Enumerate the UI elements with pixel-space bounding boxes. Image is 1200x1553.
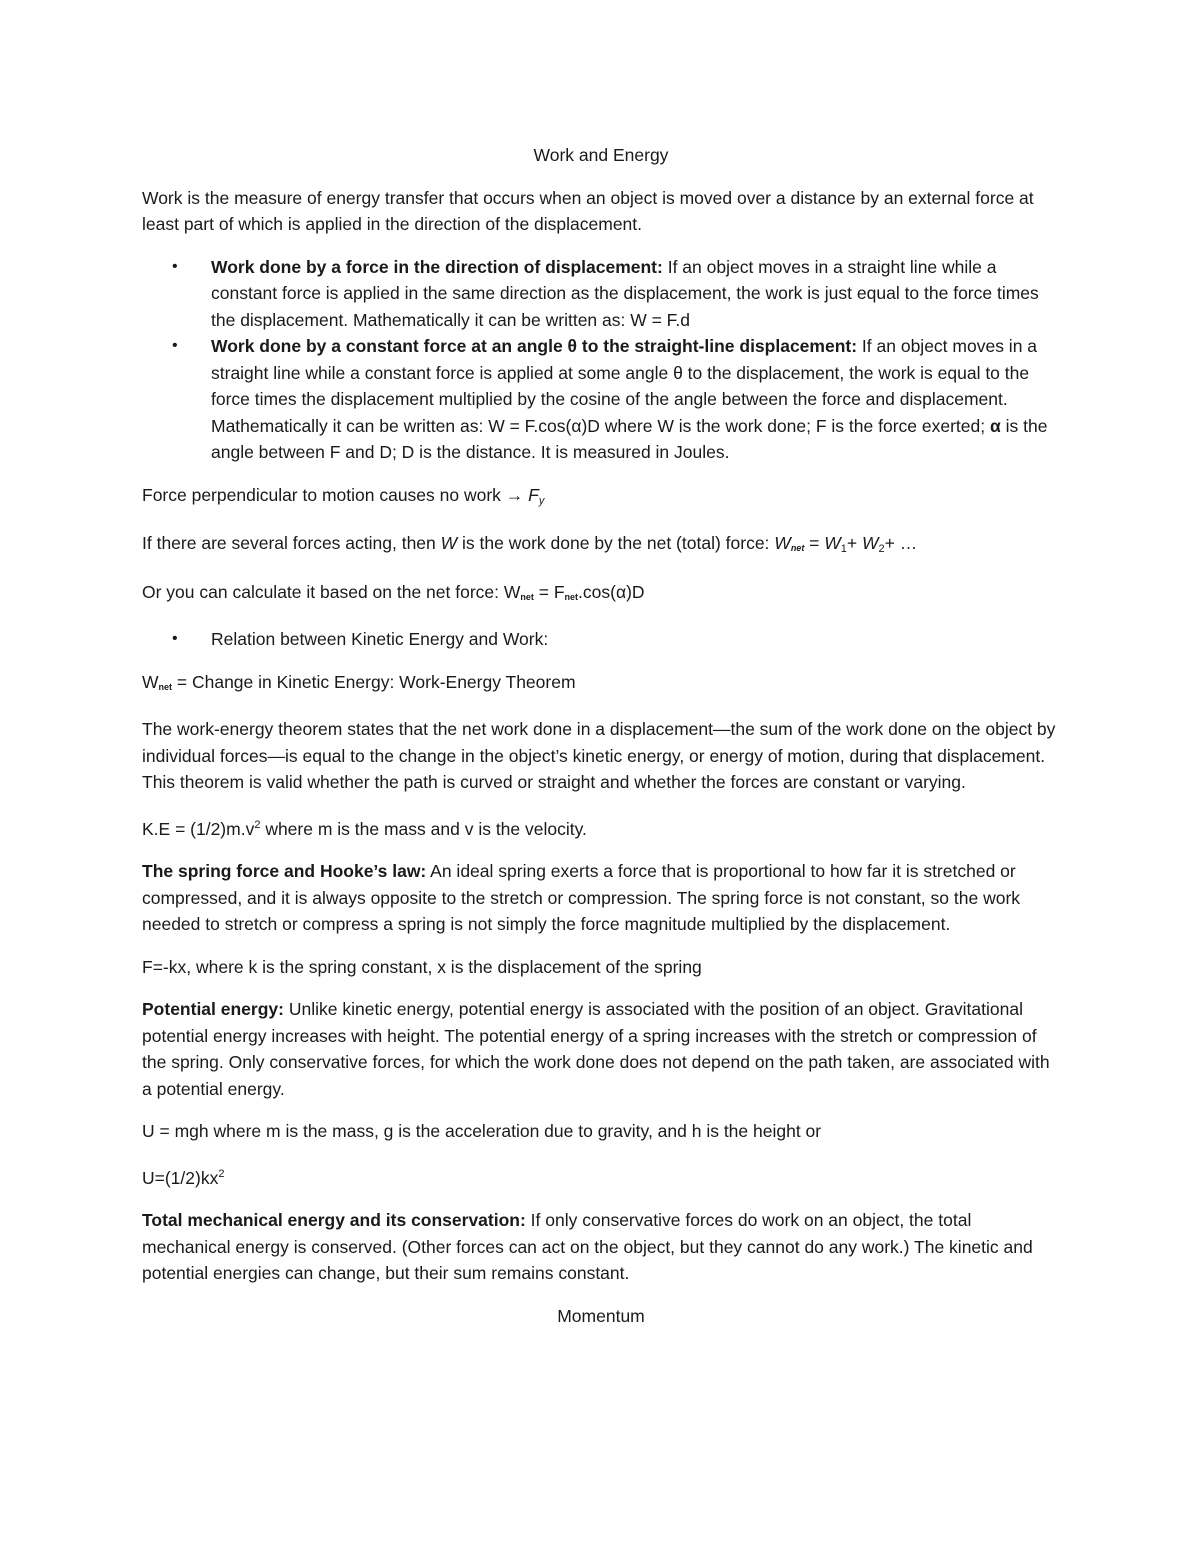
bullet-text: If an object moves in a straight line while a constant force is applied in the same direction as the displacement, the work is just equal to the force times the displacement. Mathematically it can be written as: W = F.d xyxy=(211,256,1039,330)
work-symbol: W xyxy=(440,533,458,553)
potential-text: Unlike kinetic energy, potential energy is associated with the position of an object. Gravitational potential energy increases with height. The potential energy of a spring increases with the stretch or compression of the spring. Only conservative forces, for which the work done does not depend on the path taken, are associated with a potential energy. xyxy=(142,999,1050,1099)
bullet-icon: • xyxy=(172,257,178,275)
superscript-2: 2 xyxy=(218,1167,225,1180)
page-title: Work and Energy xyxy=(533,145,669,165)
kinetic-energy-line xyxy=(142,812,1060,843)
alpha-symbol: α xyxy=(989,415,1001,436)
subscript-2: 2 xyxy=(878,543,885,555)
mechanical-paragraph xyxy=(142,1207,1060,1287)
several-forces-line xyxy=(142,530,1060,563)
perpendicular-text: Force perpendicular to motion causes no work xyxy=(142,484,506,505)
several-forces-text: is the work done by the net (total) force: xyxy=(457,533,775,553)
mechanical-text: If only conservative forces do work on an object, the total mechanical energy is conserved. (Other forces can act on the object, but they cannot do any work.) The kinetic and potential energies can change, but their sum remains constant. xyxy=(142,1210,1033,1283)
mechanical-heading: Total mechanical energy and its conservation: xyxy=(142,1210,526,1230)
equals-sign: = xyxy=(804,533,825,553)
list-item-relation xyxy=(142,626,1060,653)
work-bullet-list xyxy=(142,254,1060,466)
work-1-symbol: W xyxy=(824,533,841,553)
section-title-momentum: Momentum xyxy=(557,1305,645,1326)
net-force-line xyxy=(142,579,1060,611)
plus-sign: + xyxy=(846,533,863,553)
net-subscript: net xyxy=(564,591,579,602)
theorem-line xyxy=(142,669,1060,701)
several-forces-text: If there are several forces acting, then xyxy=(142,533,441,553)
net-force-text: Or you can calculate it based on the net force: W xyxy=(142,581,521,602)
list-item-work-direction xyxy=(142,254,1060,334)
arrow-right-icon: → xyxy=(505,484,524,505)
hooke-line: F=-kx, where k is the spring constant, x is the displacement of the spring xyxy=(142,956,702,977)
work-net-symbol: W xyxy=(774,533,791,553)
net-force-text: = F xyxy=(533,581,565,602)
force-symbol: F xyxy=(528,484,539,505)
theorem-text: = Change in Kinetic Energy: Work-Energy Theorem xyxy=(172,671,576,692)
spring-text: An ideal spring exerts a force that is proportional to how far it is stretched or compressed, and it is always opposite to the stretch or compression. The spring force is not constant, so the work needed to stretch or compress a spring is not simply the force magnitude multiplied by the displacement. xyxy=(142,861,1021,934)
gravitational-pe-line: U = mgh where m is the mass, g is the acceleration due to gravity, and h is the height or xyxy=(142,1121,822,1141)
potential-paragraph xyxy=(142,996,1060,1102)
net-subscript: net xyxy=(790,543,805,553)
alpha-symbol: α xyxy=(571,415,582,436)
superscript-2: 2 xyxy=(254,818,261,831)
work-2-symbol: W xyxy=(862,533,879,553)
kinetic-text: where m is the mass and v is the velocity. xyxy=(260,818,587,839)
net-force-text: .cos(α)D xyxy=(578,581,645,602)
ellipsis-text: + … xyxy=(884,533,918,553)
potential-heading: Potential energy: xyxy=(142,999,284,1019)
spring-pe-formula: U=(1/2)kx xyxy=(142,1167,219,1188)
bullet-text: )D where W is the work done; F is the force exerted; xyxy=(581,415,990,436)
spring-pe-line xyxy=(142,1161,1060,1192)
theorem-paragraph: The work-energy theorem states that the net work done in a displacement—the sum of the work done on the object by individual forces—is equal to the change in the object’s kinetic energy, or energy of motion, during that displacement. This theorem is valid whether the path is curved or straight and whether the forces are constant or varying. xyxy=(142,719,1056,792)
list-item-work-angle xyxy=(142,333,1060,466)
work-symbol: W xyxy=(142,671,159,692)
spring-heading: The spring force and Hooke’s law: xyxy=(142,861,427,881)
bullet-heading: Work done by a force in the direction of displacement: xyxy=(211,256,663,277)
spring-paragraph xyxy=(142,858,1060,938)
bullet-text: If an object moves in a straight line while a constant force is applied at some angle θ to the displacement, the work is equal to the force times the displacement multiplied by the cosine of the angle between the force and displacement. Mathematically it can be written as: W = F.cos( xyxy=(211,336,1038,436)
kinetic-formula: K.E = (1/2)m.v xyxy=(142,818,255,839)
bullet-text: is the angle between F and D; D is the distance. It is measured in Joules. xyxy=(211,415,1048,462)
subscript-1: 1 xyxy=(840,543,847,555)
bullet-heading: Work done by a constant force at an angle θ to the straight-line displacement: xyxy=(211,336,858,356)
force-subscript: y xyxy=(538,494,545,507)
relation-bullet-list xyxy=(142,626,1060,653)
bullet-icon: • xyxy=(172,337,178,354)
intro-paragraph: Work is the measure of energy transfer that occurs when an object is moved over a distance by an external force at least part of which is applied in the direction of the displacement. xyxy=(142,187,1034,234)
bullet-icon: • xyxy=(172,630,178,647)
bullet-text: Relation between Kinetic Energy and Work: xyxy=(211,629,549,649)
net-subscript: net xyxy=(158,681,173,692)
perpendicular-line xyxy=(142,482,1060,515)
net-subscript: net xyxy=(520,591,534,602)
